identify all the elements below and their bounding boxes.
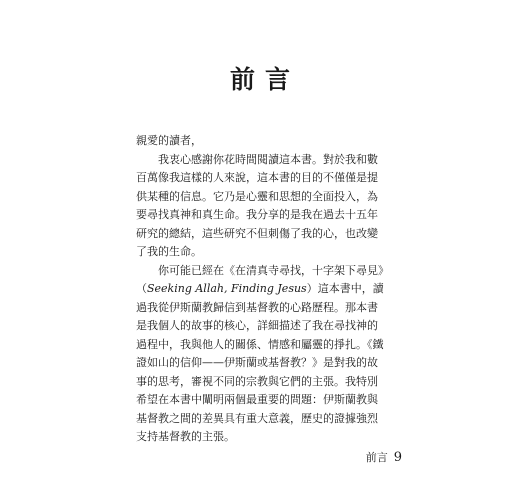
page-footer bbox=[366, 449, 402, 465]
page-number: 9 bbox=[393, 450, 402, 465]
chapter-title: 前言 bbox=[229, 65, 300, 94]
english-book-title: Seeking Allah, Finding Jesus bbox=[147, 282, 307, 295]
paragraph-2-text-b: ）這本書中，讀過我從伊斯蘭教歸信到基督教的心路歷程。那本書是我個人的故事的核心，詳細描述了我在尋找神的過程中，我與他人的關係、情感和屬靈的掙扎。《鐵證如山的信仰——伊斯蘭或基督教？》是對我的故事的思考，審視不同的宗教與它們的主張。我特別希望在本書中闡明兩個最重要的問題：伊斯蘭教與基督教之間的差異具有重大意義，歷史的證據強烈支持基督教的主張。 bbox=[136, 282, 384, 443]
paragraph-2 bbox=[136, 262, 386, 447]
running-footer-label: 前言 bbox=[365, 451, 388, 464]
paragraph-2-text-a: 你可能已經在《在清真寺尋找，十字架下尋見》（ bbox=[136, 263, 384, 295]
greeting: 親愛的讀者， bbox=[136, 134, 202, 147]
paragraph-1: 我衷心感謝你花時間閱讀這本書。對於我和數百萬像我這樣的人來說，這本書的目的不僅僅是提供某種的信息。它乃是心靈和思想的全面投入，為要尋找真神和真生命。我分享的是我在過去十五年研究的總結，這些研究不但刺傷了我的心，也改變了我的生命。 bbox=[136, 152, 378, 258]
body-text bbox=[136, 132, 386, 447]
